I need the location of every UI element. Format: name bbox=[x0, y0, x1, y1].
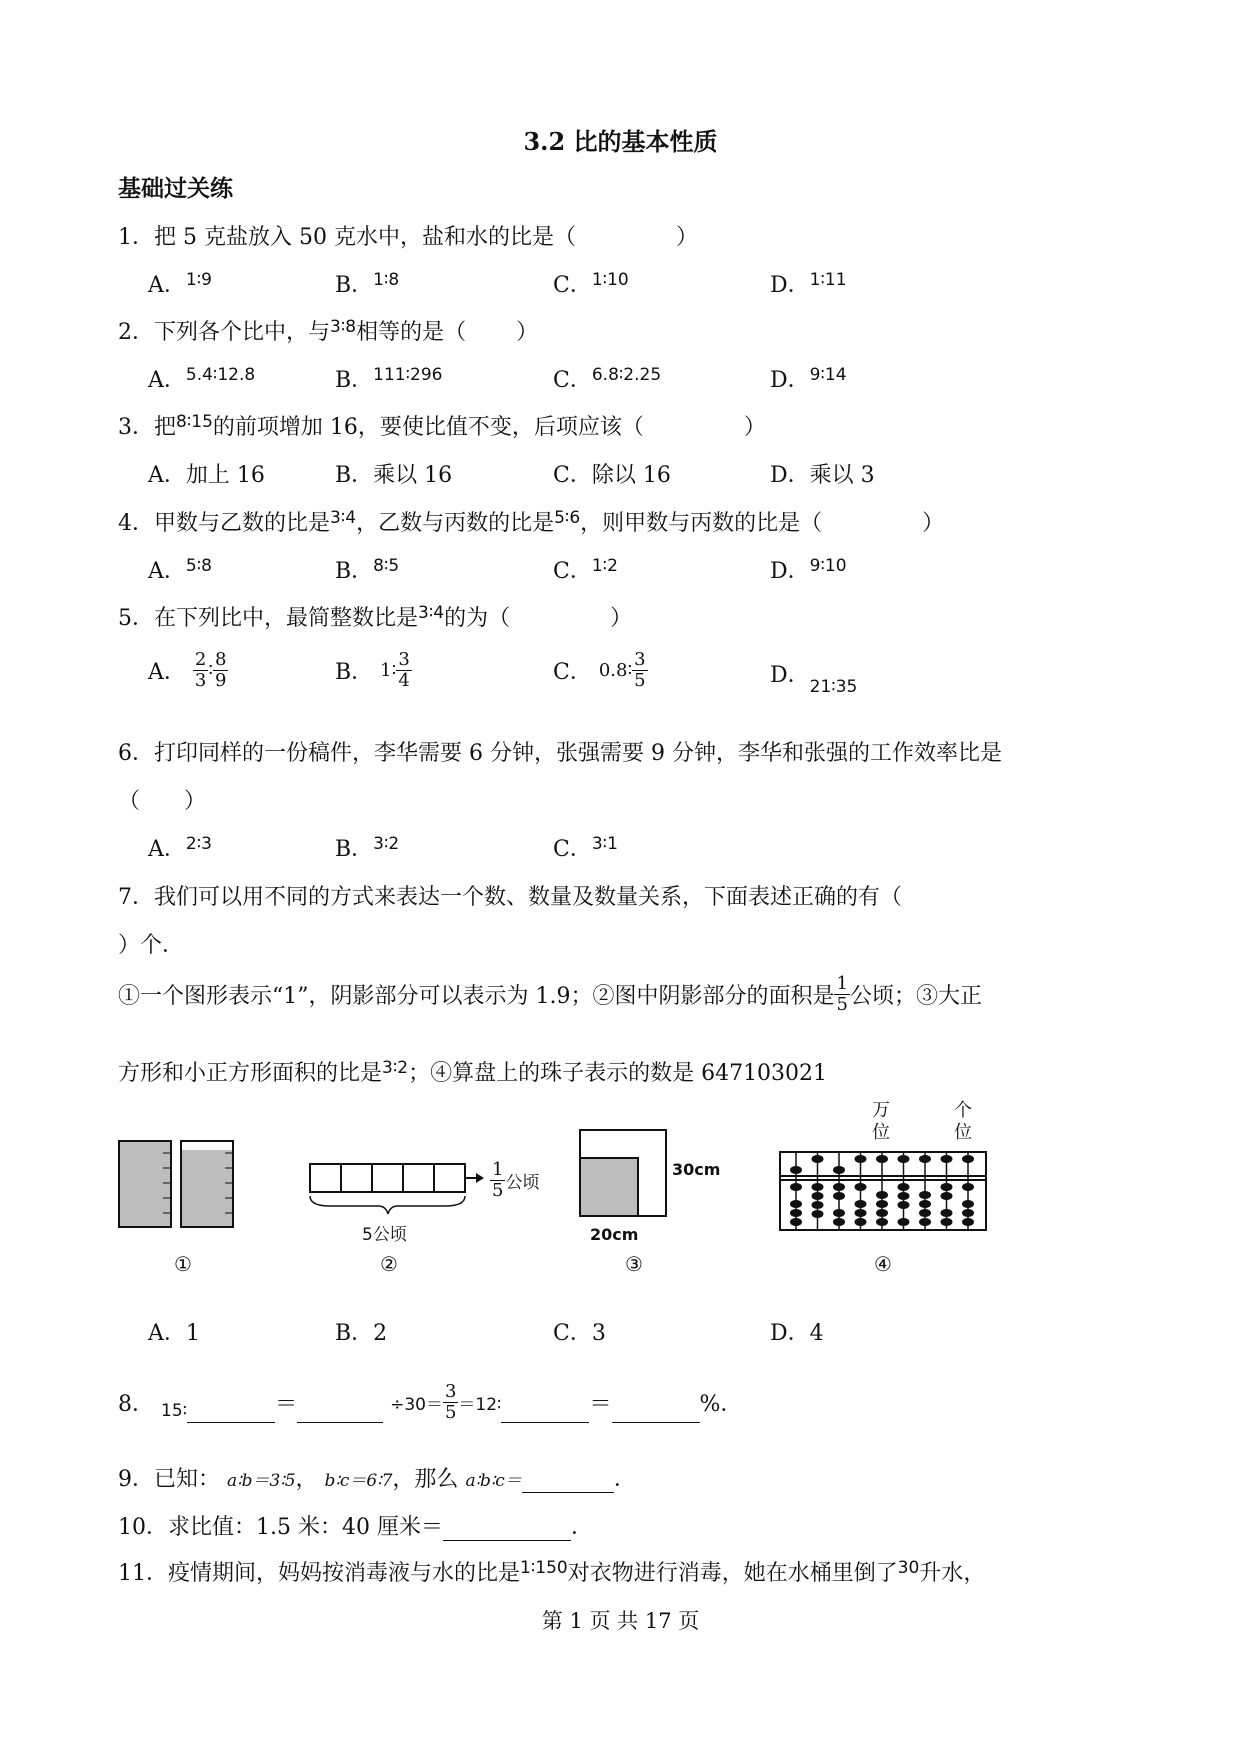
q1-option-a[interactable]: A．$^{1∶9}$ bbox=[148, 270, 212, 298]
abacus-bead bbox=[919, 1218, 931, 1226]
abacus-bead bbox=[833, 1192, 845, 1200]
q7-stem: 7．我们可以用不同的方式来表达一个数、数量及数量关系，下面表述正确的有（ bbox=[118, 885, 903, 910]
q10-blank[interactable] bbox=[443, 1518, 571, 1541]
q7-option-c[interactable]: C．3 bbox=[553, 1321, 606, 1346]
q5-option-d[interactable]: D．21∶35 bbox=[770, 663, 858, 697]
abacus-bead bbox=[812, 1201, 824, 1209]
abacus-bead bbox=[876, 1191, 888, 1199]
figure-label-4: ④ bbox=[874, 1252, 892, 1276]
abacus-bead bbox=[855, 1218, 867, 1226]
q8-line: 8． $_{15∶}$ ＝ ÷30＝ $\frac{3}{5}$ ＝12∶ ＝ %． bbox=[118, 1381, 743, 1423]
abacus-bead bbox=[962, 1209, 974, 1217]
abacus-bead bbox=[855, 1183, 867, 1191]
abacus-bead bbox=[941, 1209, 953, 1217]
abacus-bead bbox=[876, 1200, 888, 1208]
q6-option-b[interactable]: B．$^{3∶2}$ bbox=[335, 834, 400, 862]
abacus-bead bbox=[876, 1155, 888, 1163]
abacus-bead bbox=[833, 1166, 845, 1174]
figure-3-squares bbox=[578, 1128, 670, 1228]
figure-2-fraction: $\frac{1}{5}$ 公顷 bbox=[492, 1159, 540, 1201]
abacus-bead bbox=[919, 1209, 931, 1217]
q7-stem-2: ）个． bbox=[118, 933, 185, 958]
q7-option-a[interactable]: A．1 bbox=[148, 1321, 200, 1346]
q8-blank-2[interactable] bbox=[297, 1400, 383, 1423]
q6-option-a[interactable]: A．$^{2∶3}$ bbox=[148, 834, 212, 862]
figure-3-height-label: 30cm bbox=[672, 1160, 721, 1179]
abacus-bead bbox=[812, 1183, 824, 1191]
abacus-bead bbox=[941, 1183, 953, 1191]
abacus-bead bbox=[898, 1192, 910, 1200]
q2-option-d[interactable]: D．$^{9∶14}$ bbox=[770, 365, 847, 393]
abacus-bead bbox=[790, 1209, 802, 1217]
abacus-bead bbox=[833, 1218, 845, 1226]
q2-option-a[interactable]: A．$^{5.4∶12.8}$ bbox=[148, 365, 256, 393]
abacus-bead bbox=[790, 1218, 802, 1226]
q4-option-b[interactable]: B．$^{8∶5}$ bbox=[335, 556, 400, 584]
abacus-bead bbox=[962, 1218, 974, 1226]
section-heading: 基础过关练 bbox=[118, 175, 233, 202]
q11-line: 11．疫情期间，妈妈按消毒液与水的比是$^{1∶150}$对衣物进行消毒，她在水桶里倒了$^{30}$升水， bbox=[118, 1558, 986, 1586]
q4-option-c[interactable]: C．$^{1∶2}$ bbox=[553, 556, 618, 584]
q5-option-b[interactable]: B． 1∶ $\frac{3}{4}$ bbox=[335, 649, 410, 691]
abacus-bead bbox=[898, 1218, 910, 1226]
figure-label-2: ② bbox=[380, 1252, 398, 1276]
q5-option-c[interactable]: C． 0.8∶ $\frac{3}{5}$ bbox=[553, 649, 646, 691]
q7-option-d[interactable]: D．4 bbox=[770, 1321, 824, 1346]
q8-blank-3[interactable] bbox=[501, 1400, 589, 1423]
figure-4-abacus bbox=[778, 1150, 988, 1232]
abacus-bead bbox=[812, 1210, 824, 1218]
q7-statement-line-1: ①一个图形表示“1”，阴影部分可以表示为 1.9；②图中阴影部分的面积是 $\frac{1}{5}$ 公顷；③大正 bbox=[118, 973, 982, 1015]
abacus-bead bbox=[898, 1155, 910, 1163]
q9-line: 9．已知： a∶b＝3∶5， b∶c＝6∶7，那么 a∶b∶c＝ ． bbox=[118, 1467, 636, 1492]
q5-option-a[interactable]: A． $\frac{2}{3}$ ∶ $\frac{8}{9}$ bbox=[148, 649, 227, 691]
q3-option-c[interactable]: C．除以 16 bbox=[553, 463, 671, 488]
abacus-bead bbox=[941, 1155, 953, 1163]
q2-stem: 2．下列各个比中，与$^{3∶8}$相等的是（ ） bbox=[118, 317, 539, 345]
abacus-wan-label: 万 位 bbox=[872, 1100, 890, 1143]
q5-stem: 5．在下列比中，最简整数比是$^{3∶4}$的为（ ） bbox=[118, 603, 633, 631]
abacus-bead bbox=[898, 1183, 910, 1191]
figure-label-1: ① bbox=[174, 1252, 192, 1276]
abacus-bead bbox=[790, 1183, 802, 1191]
q3-option-a[interactable]: A．加上 16 bbox=[148, 463, 265, 488]
q1-option-b[interactable]: B．$^{1∶8}$ bbox=[335, 270, 400, 298]
q7-statement-line-2: 方形和小正方形面积的比是$^{3∶2}$；④算盘上的珠子表示的数是 647103021 bbox=[118, 1058, 828, 1086]
q6-paren: （ ） bbox=[118, 789, 207, 814]
q9-blank[interactable] bbox=[522, 1470, 614, 1493]
abacus-bead bbox=[941, 1218, 953, 1226]
abacus-bead bbox=[833, 1209, 845, 1217]
abacus-bead bbox=[833, 1183, 845, 1191]
q6-option-c[interactable]: C．$^{3∶1}$ bbox=[553, 834, 618, 862]
q10-line: 10．求比值：1.5 米：40 厘米＝ ． bbox=[118, 1515, 593, 1540]
figure-1-beakers bbox=[118, 1138, 236, 1230]
q3-option-b[interactable]: B．乘以 16 bbox=[335, 463, 453, 488]
q2-option-c[interactable]: C．$^{6.8∶2.25}$ bbox=[553, 365, 662, 393]
q4-option-d[interactable]: D．$^{9∶10}$ bbox=[770, 556, 847, 584]
figure-2-total-label: 5公顷 bbox=[362, 1225, 407, 1245]
abacus-bead bbox=[790, 1200, 802, 1208]
q8-blank-4[interactable] bbox=[612, 1400, 700, 1423]
figure-label-3: ③ bbox=[625, 1252, 643, 1276]
q3-stem: 3．把$^{8∶15}$的前项增加 16，要使比值不变，后项应该（ ） bbox=[118, 412, 766, 440]
abacus-bead bbox=[855, 1209, 867, 1217]
q7-option-b[interactable]: B．2 bbox=[335, 1321, 388, 1346]
abacus-bead bbox=[898, 1201, 910, 1209]
q3-option-d[interactable]: D．乘以 3 bbox=[770, 463, 875, 488]
q6-stem: 6．打印同样的一份稿件，李华需要 6 分钟，张强需要 9 分钟，李华和张强的工作效率比是 bbox=[118, 741, 1002, 766]
q4-stem: 4．甲数与乙数的比是$^{3∶4}$，乙数与丙数的比是$^{5∶6}$，则甲数与丙数的比是（ ） bbox=[118, 508, 945, 536]
abacus-bead bbox=[790, 1166, 802, 1174]
page-title: 3.2 比的基本性质 bbox=[523, 127, 718, 156]
abacus-bead bbox=[941, 1192, 953, 1200]
q2-option-b[interactable]: B．$^{111∶296}$ bbox=[335, 365, 443, 393]
abacus-bead bbox=[876, 1218, 888, 1226]
q1-option-d[interactable]: D．$^{1∶11}$ bbox=[770, 270, 847, 298]
abacus-bead bbox=[919, 1200, 931, 1208]
abacus-bead bbox=[919, 1155, 931, 1163]
abacus-bead bbox=[876, 1209, 888, 1217]
abacus-bead bbox=[812, 1155, 824, 1163]
abacus-ge-label: 个 位 bbox=[954, 1100, 972, 1143]
abacus-bead bbox=[962, 1200, 974, 1208]
q4-option-a[interactable]: A．$^{5∶8}$ bbox=[148, 556, 212, 584]
q1-option-c[interactable]: C．$^{1∶10}$ bbox=[553, 270, 629, 298]
abacus-bead bbox=[855, 1155, 867, 1163]
q1-stem: 1．把 5 克盐放入 50 克水中，盐和水的比是（ ） bbox=[118, 225, 698, 250]
abacus-bead bbox=[919, 1191, 931, 1199]
page-footer: 第 1 页 共 17 页 bbox=[541, 1609, 700, 1633]
abacus-bead bbox=[962, 1183, 974, 1191]
abacus-bead bbox=[812, 1192, 824, 1200]
abacus-bead bbox=[962, 1155, 974, 1163]
figure-3-width-label: 20cm bbox=[590, 1225, 639, 1244]
q8-blank-1[interactable] bbox=[187, 1400, 275, 1423]
abacus-bead bbox=[855, 1200, 867, 1208]
